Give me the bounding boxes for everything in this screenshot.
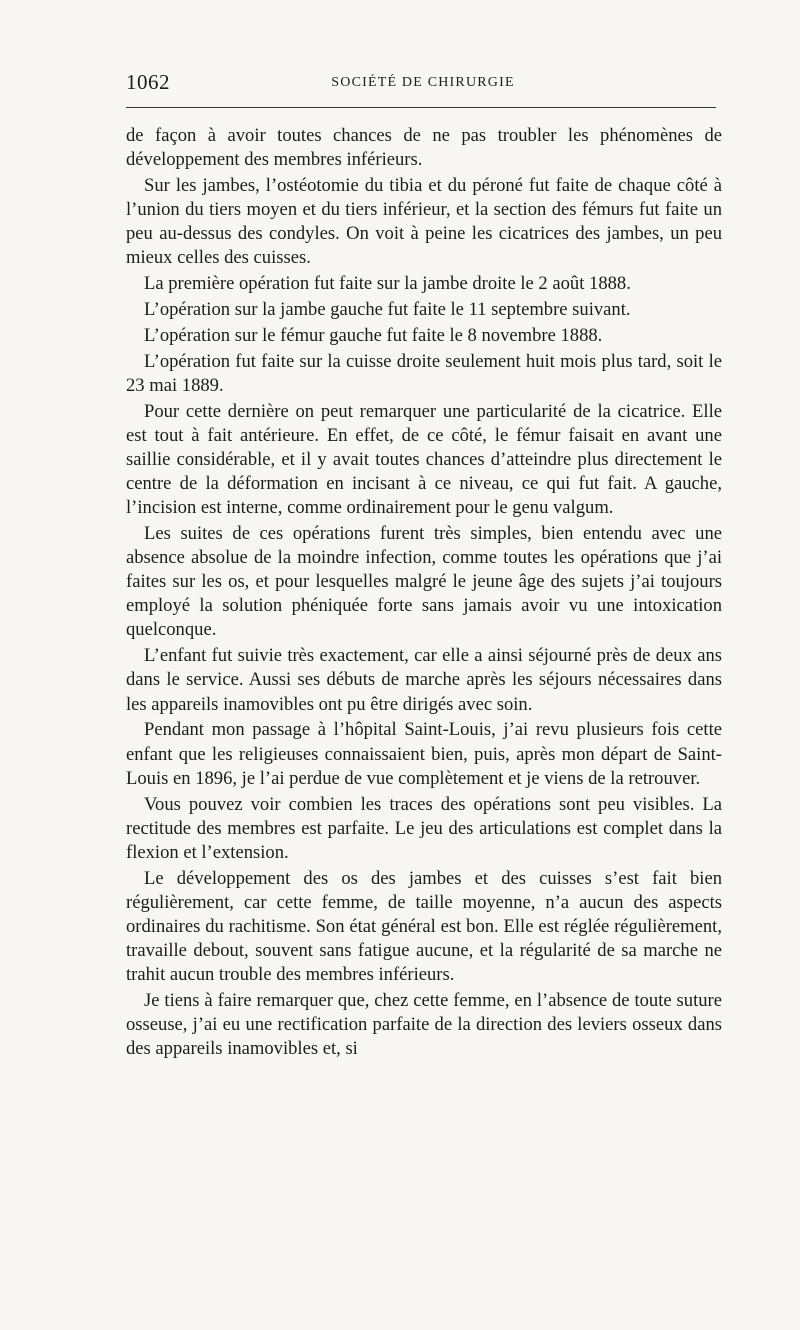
page-number: 1062 (126, 70, 170, 94)
paragraph-10: Pendant mon passage à l’hôpital Saint-Louis, j’ai revu plusieurs fois cette enfant que les religieuses connaissaient bien, puis, après mon départ de Saint-Louis en 1896, je l’ai perdue de vue complètement et je viens de la retrouver. (126, 719, 722, 789)
paragraph-6: L’opération fut faite sur la cuisse droite seulement huit mois plus tard, soit le 23 mai 1889. (126, 350, 722, 396)
paragraph-8: Les suites de ces opérations furent très simples, bien entendu avec une absence absolue de la moindre infection, comme toutes les opérations que j’ai faites sur les os, et pour lesquelles malgré le jeune âge des sujets j’ai toujours employé la solution phéniquée forte sans jamais avoir vu une intoxication quelconque. (126, 523, 722, 641)
paragraph-2: Sur les jambes, l’ostéotomie du tibia et du péroné fut faite de chaque côté à l’union du tiers moyen et du tiers inférieur, et la section des fémurs fut faite un peu au-dessus des condyles. On voit à peine les cicatrices des jambes, un peu mieux celles des cuisses. (126, 174, 722, 269)
body-text (126, 124, 722, 1061)
paragraph-13: Je tiens à faire remarquer que, chez cette femme, en l’absence de toute suture osseuse, j’ai eu une rectification parfaite de la direction des leviers osseux dans des appareils inamovibles et, si (126, 989, 722, 1060)
paragraph-5: L’opération sur le fémur gauche fut faite le 8 novembre 1888. (144, 324, 603, 346)
page-header (126, 70, 720, 98)
paragraph-9: L’enfant fut suivie très exactement, car elle a ainsi séjourné près de deux ans dans le service. Aussi ses débuts de marche après les séjours nécessaires dans les appareils inamovibles ont pu être dirigés avec soin. (126, 645, 722, 715)
running-head: SOCIÉTÉ DE CHIRURGIE (331, 75, 515, 90)
header-rule (126, 107, 716, 108)
paragraph-3: La première opération fut faite sur la jambe droite le 2 août 1888. (144, 273, 631, 295)
paragraph-4: L’opération sur la jambe gauche fut faite le 11 septembre suivant. (144, 299, 631, 321)
paragraph-12: Le développement des os des jambes et des cuisses s’est fait bien régulièrement, car cette femme, de taille moyenne, n’a aucun des aspects ordinaires du rachitisme. Son état général est bon. Elle est réglée régulièrement, travaille debout, souvent sans fatigue aucune, et la régularité de sa marche ne trahit aucun trouble des membres inférieurs. (126, 867, 722, 985)
paragraph-1: de façon à avoir toutes chances de ne pas troubler les phénomènes de développement des membres inférieurs. (126, 125, 722, 171)
paragraph-7: Pour cette dernière on peut remarquer une particularité de la cicatrice. Elle est tout à fait antérieure. En effet, de ce côté, le fémur faisait en avant une saillie considérable, et il y avait toutes chances d’atteindre plus directement le centre de la déformation en incisant à ce niveau, ce qui fut fait. A gauche, l’incision est interne, comme ordinairement pour le genu valgum. (126, 400, 722, 519)
paragraph-11: Vous pouvez voir combien les traces des opérations sont peu visibles. La rectitude des membres est parfaite. Le jeu des articulations est complet dans la flexion et l’extension. (126, 793, 722, 863)
